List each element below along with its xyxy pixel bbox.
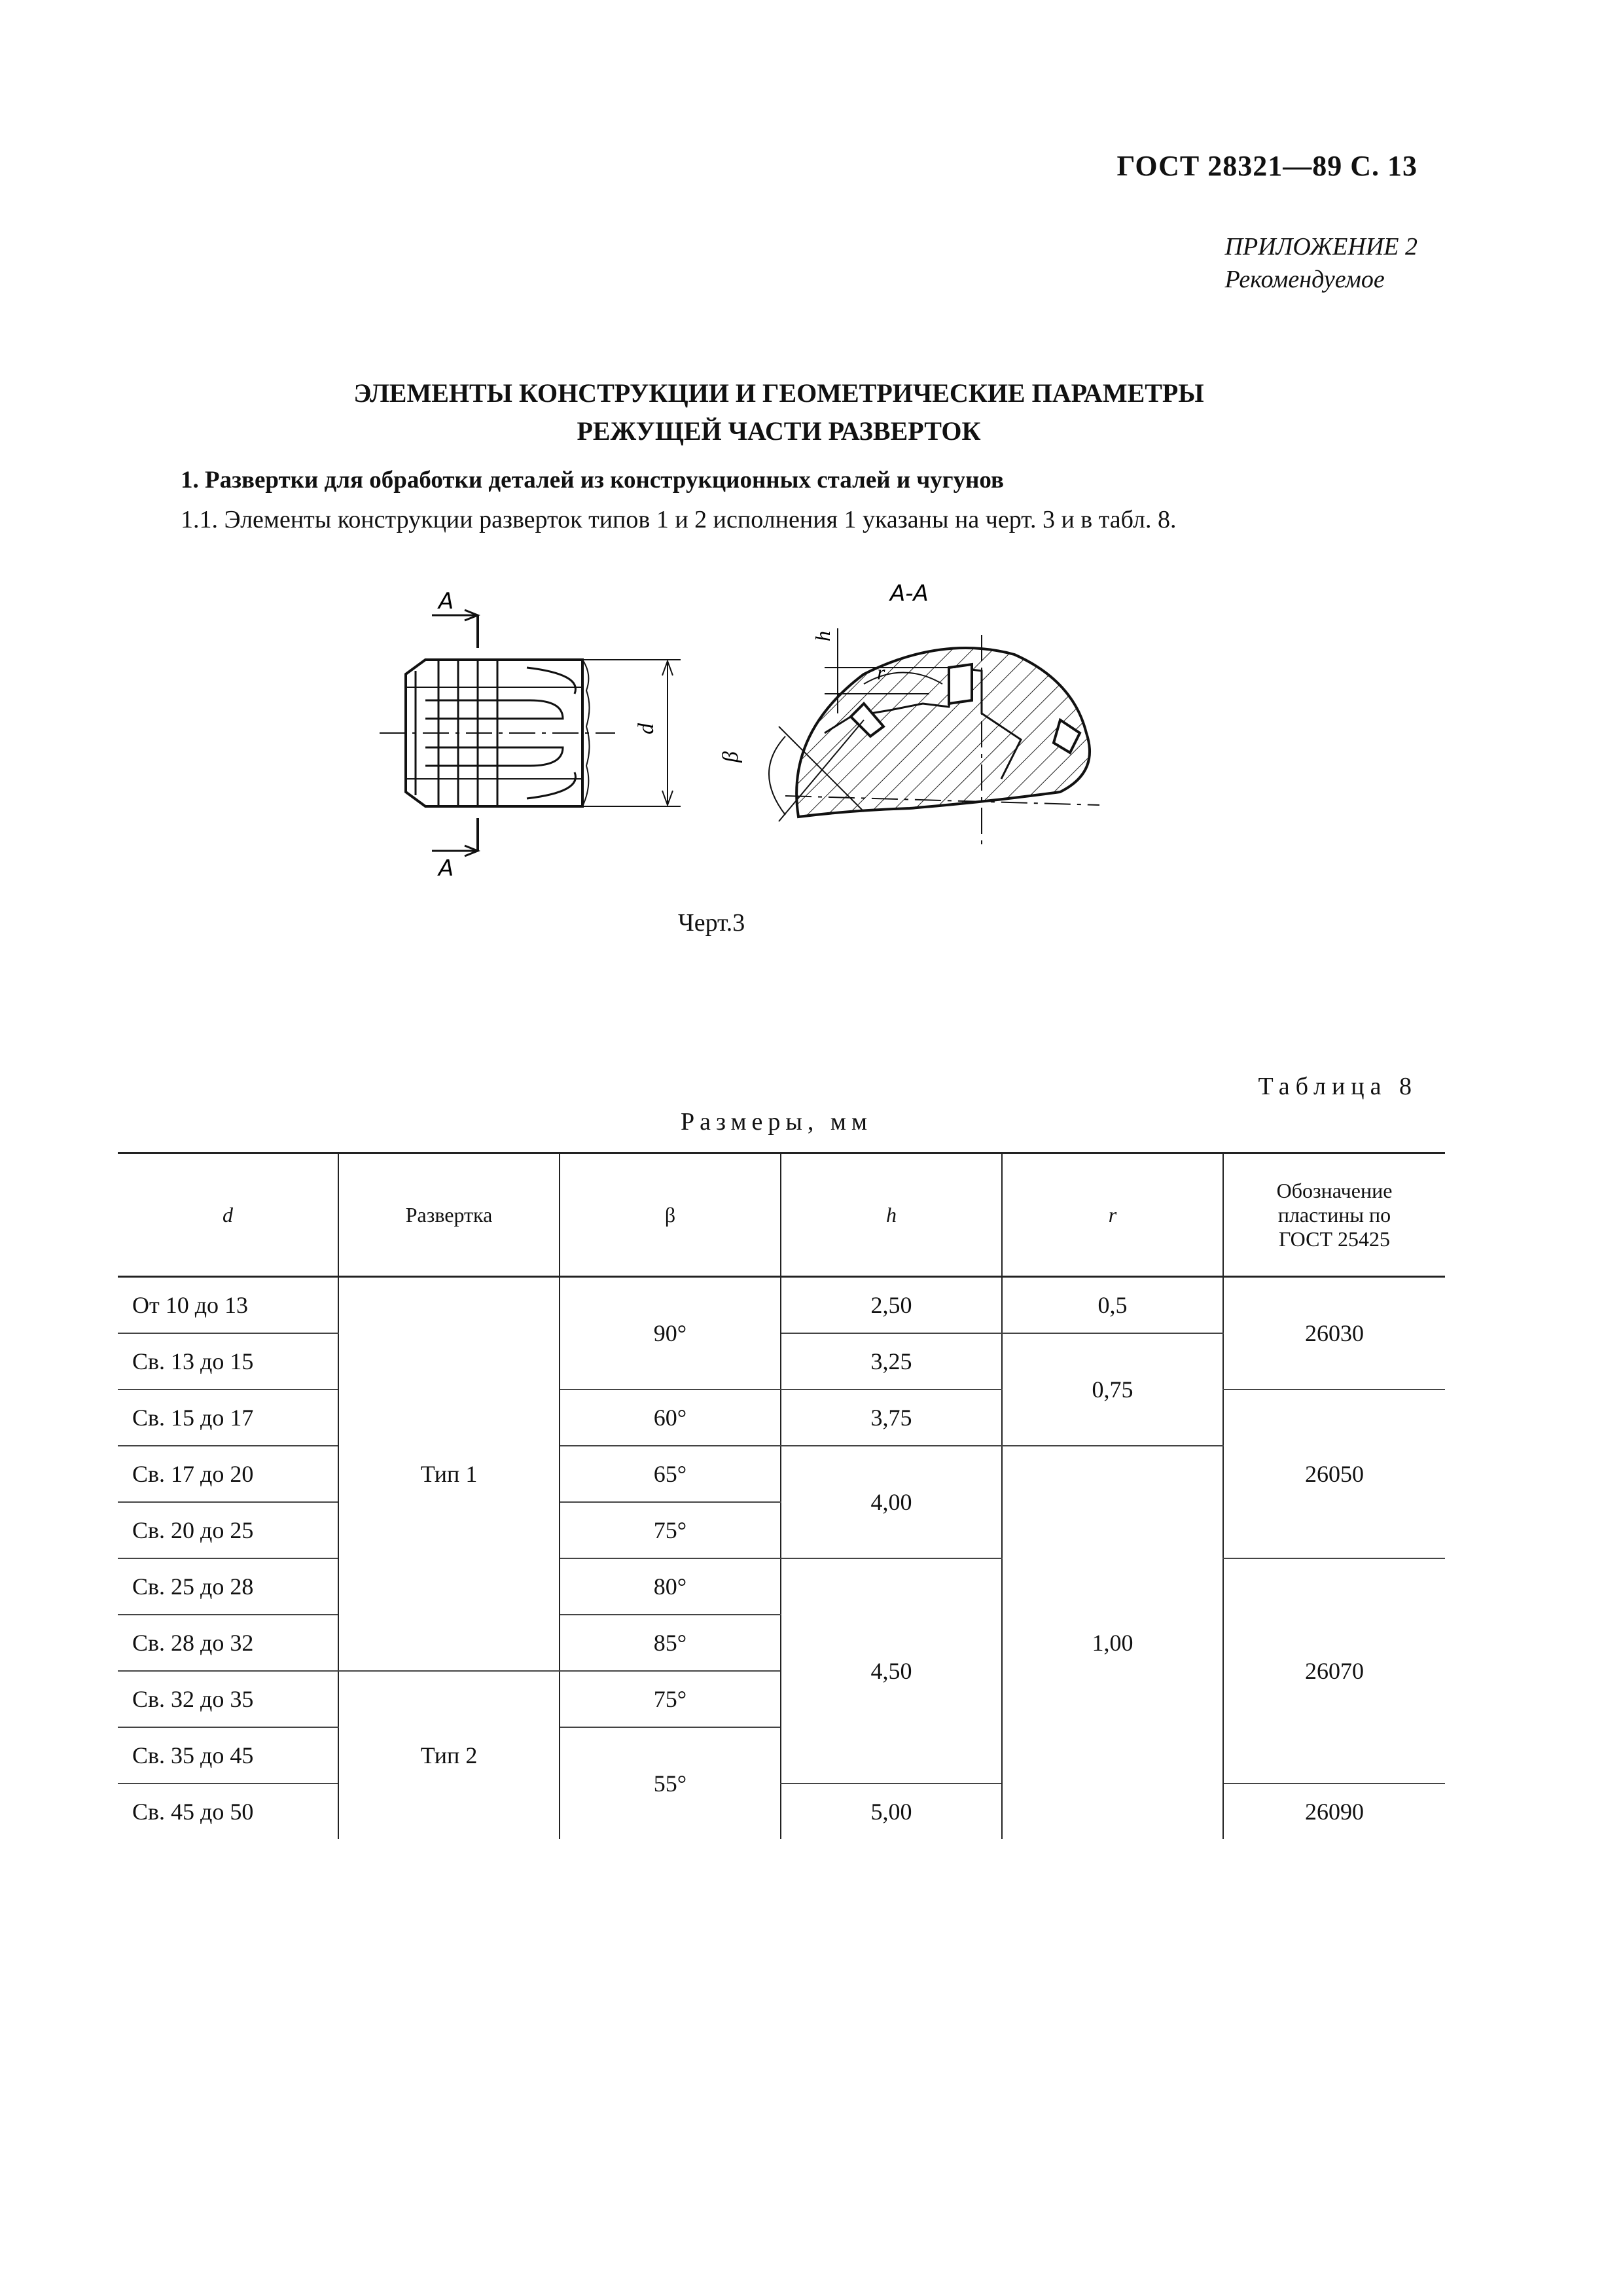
angle-beta-label: β [719,751,743,762]
cell-d: Св. 28 до 32 [118,1615,338,1671]
document-title [0,374,1558,450]
cell-h: 3,75 [781,1390,1002,1446]
cell-r: 0,5 [1002,1277,1223,1334]
dimension-d-label: d [634,723,658,734]
cell-d: Св. 15 до 17 [118,1390,338,1446]
appendix-title: ПРИЛОЖЕНИЕ 2 [1224,233,1418,260]
table-row [118,1558,1445,1615]
cell-d: От 10 до 13 [118,1277,338,1334]
cell-plate: 26070 [1223,1558,1445,1784]
cell-plate: 26030 [1223,1277,1445,1390]
table-label: Таблица 8 [1258,1073,1418,1100]
table-header-row [118,1153,1445,1277]
cell-reamer: Тип 1 [338,1277,560,1672]
cell-reamer: Тип 2 [338,1671,560,1839]
cell-d: Св. 32 до 35 [118,1671,338,1727]
cell-beta: 85° [560,1615,781,1671]
section-title-label: A-A [890,581,929,607]
cell-beta: 60° [560,1390,781,1446]
page-header-reference: ГОСТ 28321—89 С. 13 [1116,150,1418,182]
dimension-r-label: r [877,660,885,684]
cell-beta: 55° [560,1727,781,1839]
cell-r: 0,75 [1002,1333,1223,1446]
cell-beta: 80° [560,1558,781,1615]
title-line-2: РЕЖУЩЕЙ ЧАСТИ РАЗВЕРТОК [577,416,981,446]
section-1-heading: 1. Развертки для обработки деталей из конструкционных сталей и чугунов [181,467,1004,493]
header-reamer: Развертка [338,1153,560,1277]
cell-d: Св. 25 до 28 [118,1558,338,1615]
cell-h: 2,50 [781,1277,1002,1334]
section-1-1-text: 1.1. Элементы конструкции разверток типов 1 и 2 исполнения 1 указаны на черт. 3 и в табл. 8. [181,506,1177,533]
cell-d: Св. 35 до 45 [118,1727,338,1784]
table-row [118,1784,1445,1839]
figure-caption: Черт.3 [678,909,745,937]
cell-beta: 90° [560,1277,781,1390]
section-marker-a-bottom: A [438,855,454,877]
dimension-h-label: h [811,631,834,641]
cell-plate: 26090 [1223,1784,1445,1839]
reamer-drawing [366,563,1099,877]
header-beta: β [560,1153,781,1277]
section-marker-a-top: A [438,588,454,615]
appendix-subtitle: Рекомендуемое [1224,266,1385,293]
title-line-1: ЭЛЕМЕНТЫ КОНСТРУКЦИИ И ГЕОМЕТРИЧЕСКИЕ ПАРАМЕТРЫ [353,378,1204,408]
cell-h: 5,00 [781,1784,1002,1839]
cell-h: 3,25 [781,1333,1002,1390]
cell-r: 1,00 [1002,1446,1223,1839]
table-row [118,1390,1445,1446]
cell-d: Св. 17 до 20 [118,1446,338,1502]
header-h: h [781,1153,1002,1277]
section-view [769,628,1099,851]
table-row [118,1277,1445,1334]
cell-h: 4,00 [781,1446,1002,1558]
table-units: Размеры, мм [681,1108,873,1136]
cell-beta: 75° [560,1502,781,1558]
cell-beta: 65° [560,1446,781,1502]
cell-d: Св. 45 до 50 [118,1784,338,1839]
cell-beta: 75° [560,1671,781,1727]
cell-plate: 26050 [1223,1390,1445,1558]
cell-h: 4,50 [781,1558,1002,1784]
reamer-parameters-table [118,1152,1445,1839]
cell-d: Св. 13 до 15 [118,1333,338,1390]
header-d: d [118,1153,338,1277]
cell-d: Св. 20 до 25 [118,1502,338,1558]
header-plate: Обозначение пластины по ГОСТ 25425 [1223,1153,1445,1277]
header-r: r [1002,1153,1223,1277]
appendix-label [1225,230,1418,296]
